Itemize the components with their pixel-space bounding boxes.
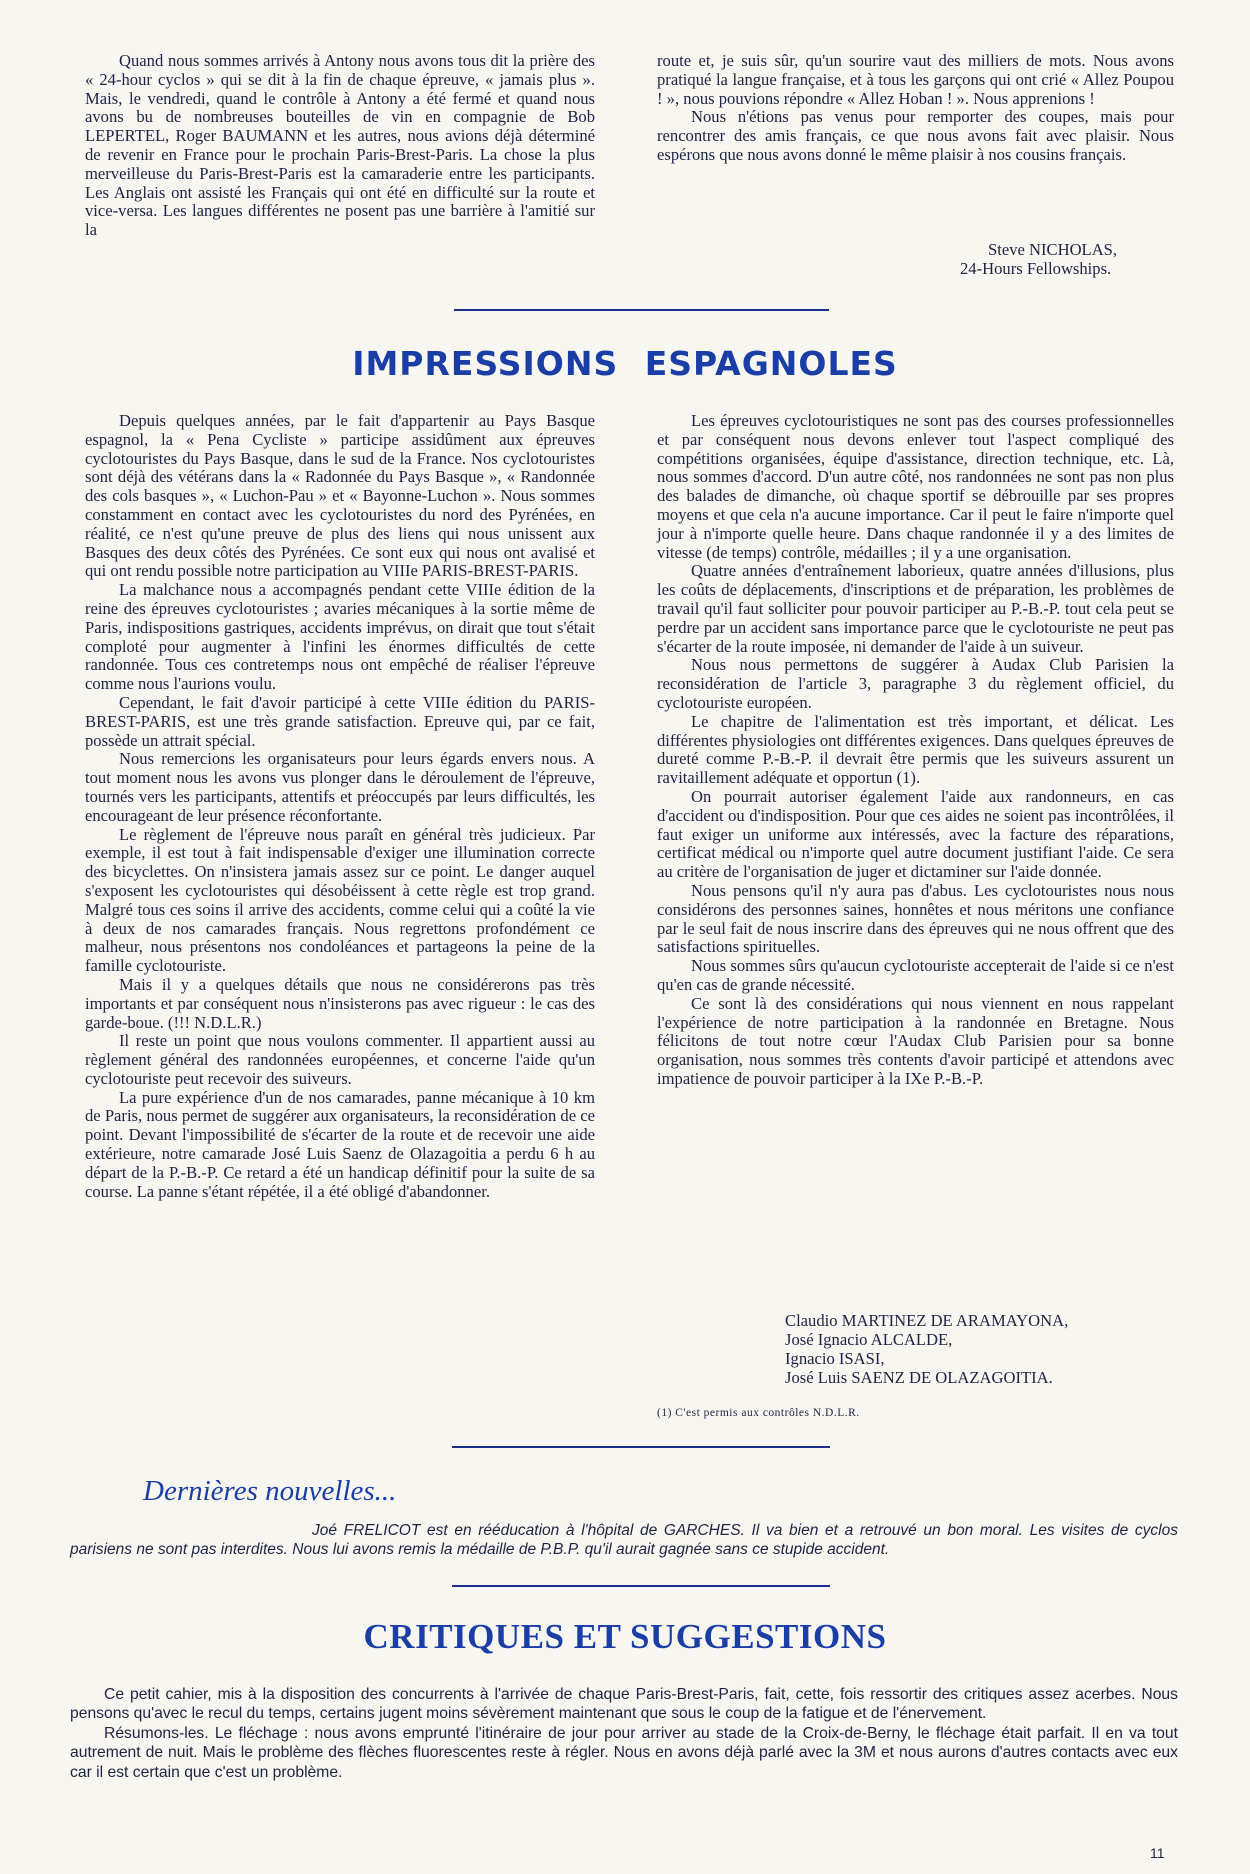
paragraph: La pure expérience d'un de nos camarades, panne mécanique à 10 km de Paris, nous permet de suggérer aux organisateurs, la reconsidération de ce point. Devant l'impossibilité de s'écarter de la route et de recevoir une aide extérieure, notre camarade José Luis Saenz de Olazagoitia a perdu 6 h au départ de la P.-B.-P. Ce retard a été un handicap définitif pour la suite de sa course. La panne s'étant répétée, il a été obligé d'abandonner. [85, 1087, 595, 1201]
paragraph: Le règlement de l'épreuve nous paraît en général très judicieux. Par exemple, il est tout à fait indispensable d'exiger une illumination correcte des bicyclettes. On n'insistera jamais assez sur ce point. Le danger auquel s'exposent les cyclotouristes qui désobéissent à cette règle est trop grand. Malgré tous ces soins il arrive des accidents, comme celui qui a coûté la vie à deux de nos camarades français. Nous regrettons profondément ce malheur, nous présentons nos condoléances et partageons la peine de la famille cyclotouriste. [85, 824, 595, 976]
impressions-left-column [85, 412, 595, 1201]
section-divider [454, 309, 829, 311]
impressions-title: IMPRESSIONS ESPAGNOLES [352, 344, 898, 383]
signature-line: Claudio MARTINEZ DE ARAMAYONA, [785, 1311, 1069, 1330]
paragraph: Les épreuves cyclotouristiques ne sont pas des courses professionnelles et par conséquent nous devons enlever tout l'aspect compliqué des compétitions organisées, équipe d'assistance, direction technique, etc. Là, nous sommes d'accord. D'un autre côté, nos randonnées ne sont pas non plus des balades de dimanche, où chaque sportif se débrouille par ses propres moyens et que cela n'a aucune importance. Car il peut le faire n'importe quel jour à n'importe quelle heure. Dans chaque randonnée il y a des limites de vitesse (de temps) contrôle, médailles ; il y a une organisation. [657, 411, 1174, 562]
paragraph: Depuis quelques années, par le fait d'appartenir au Pays Basque espagnol, la « Pena Cycliste » participe assidûment aux épreuves cyclotouristes du Pays Basque, dans le sud de la France. Nos cyclotouristes sont déjà des vétérans dans la « Radonnée du Pays Basque », « Randonnée des cols basques », « Luchon-Pau » et « Bayonne-Luchon ». Nous sommes constamment en contact avec les cyclotouristes du nord des Pyrénées, en réalité, ce n'est qu'une preuve de plus des liens qui nous unissent aux Basques des deux côtés des Pyrénées. Ce sont eux qui nous ont avalisé et qui ont rendu possible notre participation au VIIIe PARIS-BREST-PARIS. [85, 411, 595, 581]
paragraph: Nous remercions les organisateurs pour leurs égards envers nous. A tout moment nous les avons vus plonger dans le déroulement de l'épreuve, tournés vers les participants, attentifs et préoccupés par leurs difficultés, les encourageant de leur présence réconfortante. [85, 749, 595, 825]
signature-line: Ignacio ISASI, [785, 1349, 885, 1368]
paragraph: Il reste un point que nous voulons commenter. Il appartient aussi au règlement général des randonnées européennes, et concerne l'aide qu'un cyclotouriste peut recevoir des suiveurs. [85, 1031, 595, 1088]
signature-line: 24-Hours Fellowships. [960, 259, 1112, 278]
paragraph: La malchance nous a accompagnés pendant cette VIIIe édition de la reine des épreuves cyclotouristes ; avaries mécaniques à la sortie même de Paris, indispositions gastriques, accidents imprévus, on dirait que tout s'était comploté pour augmenter à l'infini les énormes difficultés de cette randonnée. Tous ces contretemps nous ont empêché de réaliser l'épreuve comme nous l'aurions voulu. [85, 580, 595, 694]
section-divider [452, 1585, 830, 1587]
top-article-left-column [85, 52, 595, 240]
paragraph: Nous n'étions pas venus pour remporter des coupes, mais pour rencontrer des amis français, ce que nous avons fait avec plaisir. Nous espérons que nous avons donné le même plaisir à nos cousins français. [657, 107, 1174, 164]
impressions-signatures [785, 1311, 1068, 1387]
paragraph: Résumons-les. Le fléchage : nous avons emprunté l'itinéraire de jour pour arriver au stade de la Croix-de-Berny, le fléchage était parfait. Il en va tout autrement de nuit. Mais le problème des flèches fluorescentes reste à régler. Nous en avons déjà parlé avec la 3M et nous aurons d'autres contacts avec eux car il est certain que c'est un problème. [70, 1724, 1178, 1781]
paragraph: Nous pensons qu'il n'y aura pas d'abus. Les cyclotouristes nous nous considérons des personnes saines, honnêtes et nous méritons une confiance par le seul fait de nous inscrire dans des épreuves qui ne nous offrent que des satisfactions spirituelles. [657, 880, 1174, 957]
signature-line: José Luis SAENZ DE OLAZAGOITIA. [785, 1368, 1053, 1387]
section-divider [452, 1446, 830, 1448]
paragraph: route et, je suis sûr, qu'un sourire vaut des milliers de mots. Nous avons pratiqué la langue française, et à tous les garçons qui ont crié « Allez Poupou ! », nous pouvions répondre « Allez Hoban ! ». Nous apprenions ! [657, 51, 1174, 108]
signature-line: José Ignacio ALCALDE, [785, 1330, 953, 1349]
paragraph: Nous sommes sûrs qu'aucun cyclotouriste accepterait de l'aide si ce n'est qu'en cas de grande nécessité. [657, 956, 1174, 994]
footnote: (1) C'est permis aux contrôles N.D.L.R. [657, 1407, 860, 1419]
impressions-right-column [657, 412, 1174, 1089]
paragraph: Nous nous permettons de suggérer à Audax Club Parisien la reconsidération de l'article 3, paragraphe 3 du règlement officiel, du cyclotouriste européen. [657, 655, 1174, 712]
paragraph: On pourrait autoriser également l'aide aux randonneurs, en cas d'accident ou d'indisposition. Pour que ces aides ne soient pas incontrôlées, il faut exiger un uniforme aux intéressés, avec la facture des réparations, certificat médical ou n'importe quel autre document justifiant l'aide. Ce sera au critère de l'organisation de juger et dictaminer sur l'aide donnée. [657, 786, 1174, 882]
paragraph: Mais il y a quelques détails que nous ne considérerons pas très importants et par conséquent nous n'insisterons pas avec rigueur : le cas des garde-boue. (!!! N.D.L.R.) [85, 974, 595, 1032]
signature-line: Steve NICHOLAS, [988, 240, 1118, 259]
paragraph: Le chapitre de l'alimentation est très important, et délicat. Les différentes physiologies ont différentes exigences. Dans quelques épreuves de dureté comme P.-B.-P. il devrait être permis que les suiveurs assurent un ravitaillement adéquate et opportun (1). [657, 711, 1174, 788]
critiques-title: CRITIQUES ET SUGGESTIONS [363, 1617, 887, 1656]
paragraph: Ce petit cahier, mis à la disposition des concurrents à l'arrivée de chaque Paris-Brest-Paris, fait, cette, fois ressortir des critiques assez acerbes. Nous pensons qu'avec le recul du temps, certains jugent moins sévèrement maintenant que sous le coup de la fatigue et de l'énervement. [70, 1686, 1178, 1723]
page-number: 11 [1150, 1845, 1165, 1861]
news-text: Joé FRELICOT est en rééducation à l'hôpital de GARCHES. Il va bien et a retrouvé un bon moral. Les visites de cyclos parisiens ne sont pas interdites. Nous lui avons remis la médaille de P.B.P. qu'il aurait gagnée sans ce stupide accident. [70, 1522, 1178, 1558]
top-article-signature [960, 240, 1117, 278]
paragraph: Quand nous sommes arrivés à Antony nous avons tous dit la prière des « 24-hour cyclos » qui se dit à la fin de chaque épreuve, « jamais plus ». Mais, le vendredi, quand le contrôle à Antony a été fermé et quand nous avons bu de nombreuses bouteilles de vin en compagnie de Bob LEPERTEL, Roger BAUMANN et les autres, nous avions déjà déterminé de revenir en France pour le prochain Paris-Brest-Paris. La chose la plus merveilleuse du Paris-Brest-Paris est la camaraderie entre les participants. Les Anglais ont assisté les Français qui ont été en difficulté sur la route et vice-versa. Les langues différentes ne posent pas une barrière à l'amitié sur la [85, 51, 595, 240]
paragraph: Quatre années d'entraînement laborieux, quatre années d'illusions, plus les coûts de déplacements, d'inscriptions et de préparation, les problèmes de travail qu'il faut solliciter pour pouvoir participer au P.-B.-P. tout cela peut se perdre par un accident sans importance parce que le cyclotouriste ne peut pas s'écarter de la route imposée, ni demander de l'aide à un suiveur. [657, 561, 1174, 656]
critiques-body [70, 1685, 1178, 1782]
paragraph: Cependant, le fait d'avoir participé à cette VIIIe édition du PARIS-BREST-PARIS, est une très grande satisfaction. Epreuve qui, par ce fait, possède un attrait spécial. [85, 692, 595, 750]
paragraph: Ce sont là des considérations qui nous viennent en nous rappelant l'expérience de notre participation à la randonnée en Bretagne. Nous félicitons de tout notre cœur l'Audax Club Parisien pour sa bonne organisation, nous sommes très contents d'avoir participé et attendons avec impatience de pouvoir participer à la IXe P.-B.-P. [657, 993, 1174, 1088]
news-title: Dernières nouvelles... [143, 1475, 397, 1507]
top-article-right-column [657, 52, 1174, 165]
